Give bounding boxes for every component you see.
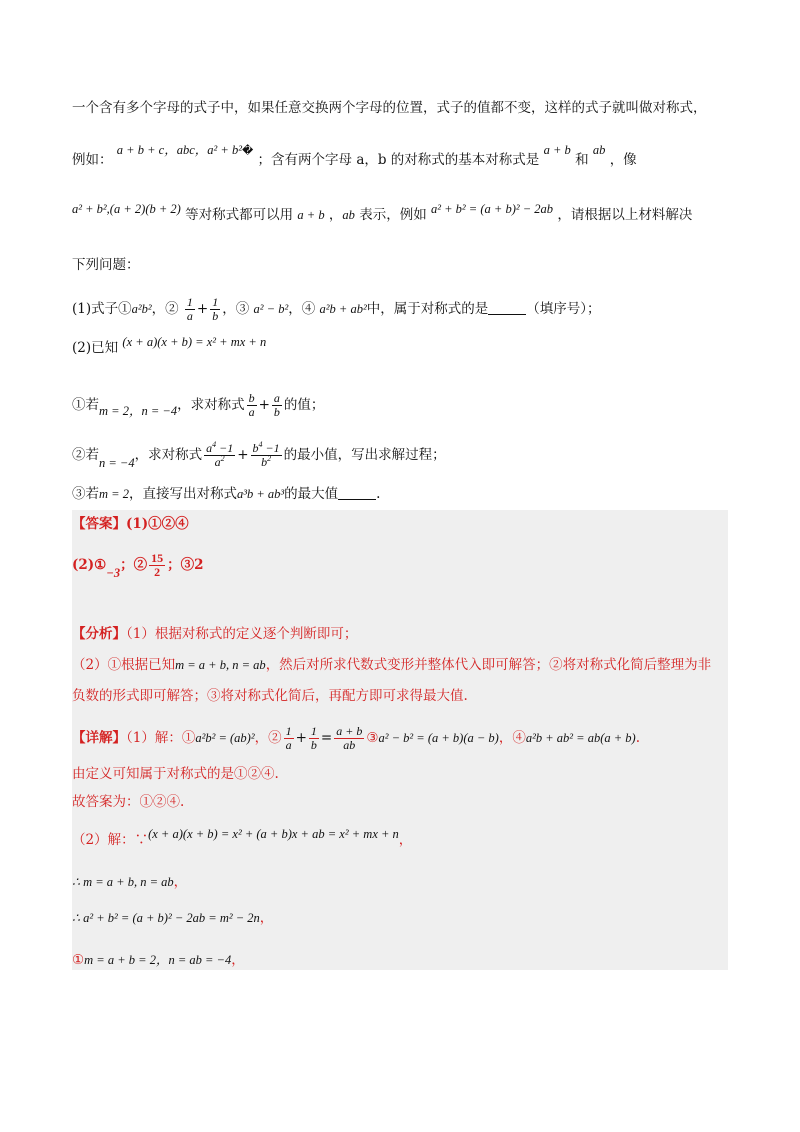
detail-text-3: 故答案为：①②④.: [72, 794, 185, 810]
detail-label: 【详解】: [72, 730, 126, 746]
question-2-part-1: ①若m = 2，n = −4，求对称式 $\frac{b}{a}$ + $\frac{a}{b}$ 的值；: [72, 391, 325, 419]
detail-expr-7: m = a + b = 2，n = ab = −4: [84, 953, 232, 967]
detail-end-5: ，: [173, 874, 188, 890]
q1-tail-2: （填序号）；: [526, 301, 601, 317]
intro-text-2: ；含有两个字母 a，b 的对称式的基本对称式是: [257, 152, 540, 168]
answer-sep: ；②: [120, 557, 148, 573]
analysis-expr: m = a + b, n = ab: [175, 658, 266, 672]
analysis-line-1: [72, 624, 728, 644]
q1-answer-blank: [488, 314, 526, 315]
analysis-line-3: [72, 686, 728, 706]
q2a-fraction-b-over-a: $\frac{b}{a}$: [248, 391, 255, 419]
detail-expr-4: a²b + ab² = ab(a + b): [525, 731, 636, 745]
intro-tail-2: ，像: [609, 152, 637, 168]
answer-line-2: [72, 548, 728, 582]
analysis-line-2: [72, 655, 728, 675]
q1-expr-3: a² − b²: [253, 302, 289, 316]
q1-expr-4: a²b + ab²: [319, 302, 367, 316]
analysis-text-3: 负数的形式即可解答；③将对称式化简后，再配方即可求得最大值.: [72, 688, 468, 704]
question-1: (1)式子①a²b²，② $\frac{1}{a}$ + $\frac{1}{b}$ ，③ a² − b²，④ a²b + ab²中，属于对称式的是 （填序号）；: [72, 295, 601, 323]
question-2-part-2: ②若n = −4，求对称式 $\frac{a^4 -1}{a^2}$ + $\frac{b^4 -1}{b^2}$ 的最小值，写出求解过程；: [72, 440, 446, 470]
and-text: 和: [575, 152, 589, 168]
expr-ab: ab: [342, 208, 355, 222]
q2-prefix: (2)已知: [72, 340, 119, 356]
answer-label: 【答案】: [72, 516, 126, 532]
q2c-text: ，直接写出对称式: [128, 486, 237, 502]
detail-frac-sum: $\frac{a + b}{ab}$: [336, 724, 363, 752]
detail-end-1: .: [635, 730, 641, 746]
detail-line-7: [72, 950, 728, 970]
q1-expr-2-fraction-2: $\frac{1}{b}$: [212, 295, 219, 323]
intro-paragraph-3: a² + b²,(a + 2)(b + 2) 等对称式都可以用 a + b ，ab 表示，例如 a² + b² = (a + b)² − 2ab ，请根据以上材料解决: [72, 202, 693, 223]
intro-text-3b: 表示，例如: [359, 207, 427, 223]
detail-expr-1: a²b² = (ab)²: [195, 731, 255, 745]
detail-frac-1b: $\frac{1}{b}$: [310, 724, 317, 752]
answer-value-1: −3: [106, 566, 121, 580]
analysis-text-2a: （2）①根据已知: [72, 657, 176, 673]
q2b-tail: 的最小值，写出求解过程；: [283, 447, 446, 463]
answer-line-1: [72, 514, 728, 534]
detail-line-2: [72, 764, 728, 784]
answer-part-2-prefix: (2)①: [72, 557, 107, 573]
q2c-condition: m = 2: [99, 487, 129, 501]
basic-sym-ab: ab: [592, 143, 606, 157]
detail-expr-6: ∴ a² + b² = (a + b)² − 2ab = m² − 2n: [72, 911, 260, 925]
detail-text-4a: （2）解：∵: [72, 832, 149, 848]
q2b-prefix: ②若: [72, 447, 99, 463]
q2b-condition: n = −4: [99, 456, 135, 470]
intro-tail-3: ，请根据以上材料解决: [557, 207, 693, 223]
q2-given-identity: (x + a)(x + b) = x² + mx + n: [122, 335, 267, 349]
analysis-text-2b: ，然后对所求代数式变形并整体代入即可解答；②将对称式化简后整理为非: [265, 657, 712, 673]
question-2-part-3: [72, 484, 728, 504]
q2c-answer-blank: [338, 499, 376, 500]
detail-line-4: [72, 827, 728, 850]
question-2: [72, 335, 728, 358]
detail-frac-1a: $\frac{1}{a}$: [285, 724, 292, 752]
q2a-prefix: ①若: [72, 397, 99, 413]
intro-text-4: 下列问题：: [72, 257, 140, 273]
example-expression: a + b + c，abc，a² + b²: [116, 143, 242, 157]
detail-sep-2: ，②: [254, 730, 282, 746]
intro-paragraph-2: 例如： a + b + c，abc，a² + b²� ；含有两个字母 a，b 的对称式的基本对称式是 a + b 和 ab ，像: [72, 143, 637, 168]
q2c-end: .: [376, 486, 381, 502]
detail-end-7: ，: [231, 952, 245, 968]
q2c-expression: a³b + ab³: [236, 487, 285, 501]
q1-sep-2: ，②: [151, 301, 179, 317]
detail-text-7a: ①: [72, 952, 85, 968]
detail-end-6: ，: [259, 910, 274, 926]
analysis-label: 【分析】: [72, 626, 126, 642]
q2a-tail: 的值；: [283, 397, 325, 413]
q2b-fraction-1: $\frac{a^4 -1}{a^2}$: [206, 440, 234, 469]
intro-paragraph-4: [72, 255, 728, 275]
q2b-fraction-2: $\frac{b^4 -1}{b^2}$: [252, 440, 280, 469]
detail-expr-4-identity: (x + a)(x + b) = x² + (a + b)x + ab = x² + mx + n: [148, 827, 399, 841]
expr-a-plus-b: a + b: [297, 208, 325, 222]
sym-examples: a² + b²,(a + 2)(b + 2): [72, 202, 181, 216]
detail-text-2: 由定义可知属于对称式的是①②④.: [72, 766, 279, 782]
q2c-tail: 的最大值: [284, 486, 339, 502]
q1-tail: 中，属于对称式的是: [366, 301, 489, 317]
q1-expr-2-fraction-1: $\frac{1}{a}$: [186, 295, 193, 323]
answer-value-2-fraction: $\frac{15}{2}$: [151, 551, 164, 579]
detail-sep-4: ，④: [498, 730, 526, 746]
q2a-condition: m = 2，n = −4: [99, 404, 178, 418]
detail-line-5: [72, 872, 728, 892]
answer-part-1: (1)①②④: [126, 516, 189, 532]
example-label: 例如：: [72, 152, 113, 168]
q2b-text: ，求对称式: [134, 447, 203, 463]
detail-line-3: [72, 792, 728, 812]
q1-prefix: (1)式子①: [72, 301, 132, 317]
q2a-text: ，求对称式: [177, 397, 245, 413]
identity-example: a² + b² = (a + b)² − 2ab: [431, 202, 554, 216]
intro-paragraph-1: [72, 98, 728, 118]
analysis-text-1: （1）根据对称式的定义逐个判断即可；: [126, 626, 358, 642]
basic-sym-a-plus-b: a + b: [543, 143, 571, 157]
q1-expr-1: a²b²: [131, 302, 152, 316]
detail-sep-3: ③: [366, 730, 379, 746]
detail-line-1: 【详解】（1）解：①a²b² = (ab)²，② $\frac{1}{a}$ + $\frac{1}{b}$ = $\frac{a + b}{ab}$ ③a² − b² = (a + b)(a − b)，④a²b + ab² = ab(a + b).: [72, 724, 641, 752]
detail-expr-3: a² − b² = (a + b)(a − b): [378, 731, 499, 745]
detail-expr-5: ∴ m = a + b, n = ab: [72, 875, 174, 889]
detail-line-6: [72, 908, 728, 928]
detail-end-4: ，: [398, 832, 413, 848]
q2a-fraction-a-over-b: $\frac{a}{b}$: [273, 391, 280, 419]
q1-sep-4: ，④: [288, 301, 316, 317]
q1-sep-3: ，③: [222, 301, 250, 317]
intro-text-1: 一个含有多个字母的式子中，如果任意交换两个字母的位置，式子的值都不变，这样的式子就叫做对称式，: [72, 100, 707, 116]
detail-text-1a: （1）解：①: [126, 730, 196, 746]
q2c-prefix: ③若: [72, 486, 99, 502]
answer-value-3: ；③2: [167, 557, 204, 573]
intro-text-3: 等对称式都可以用: [185, 207, 294, 223]
